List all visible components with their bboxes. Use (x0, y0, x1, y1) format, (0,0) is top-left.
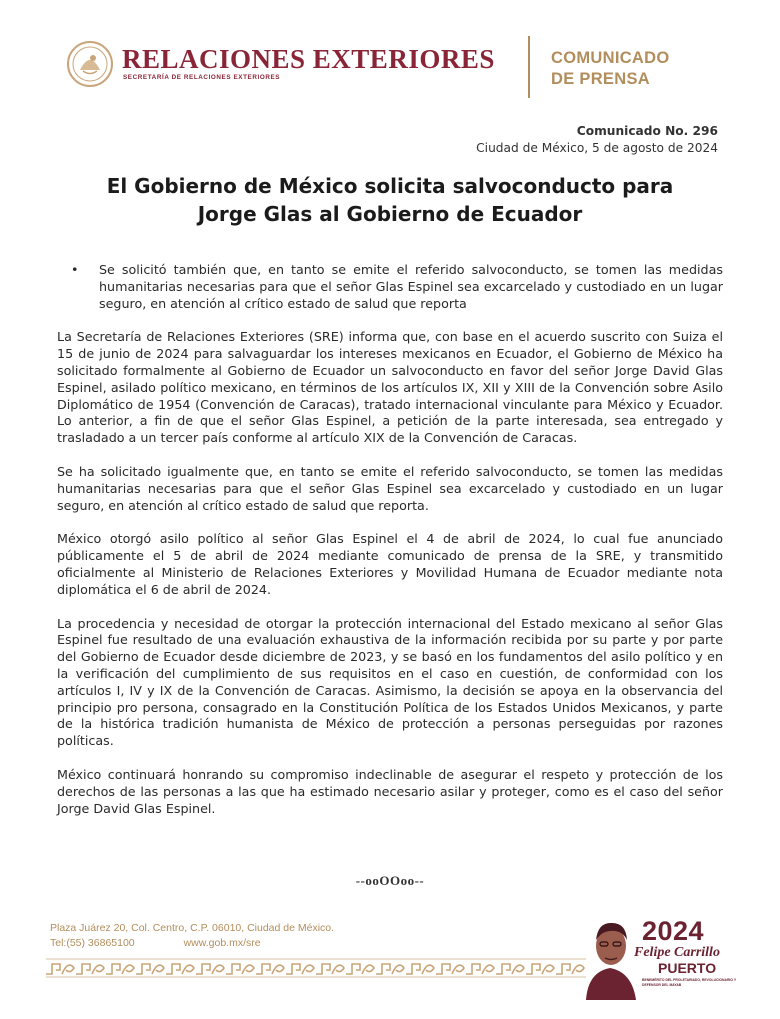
footer-website-link[interactable]: www.gob.mx/sre (183, 937, 261, 949)
header-divider (528, 36, 530, 98)
title-line-2: Jorge Glas al Gobierno de Ecuador (197, 202, 583, 226)
highlight-item: • Se solicitó también que, en tanto se emite el referido salvoconducto, se tomen las medidas humanitarias necesarias para que el señor Glas Espinel sea excarcelado y custodiado en un lugar seguro, en atención al crítico estado de salud que reporta (57, 262, 723, 312)
document-type-line2: DE PRENSA (551, 70, 650, 88)
national-seal-icon (66, 40, 114, 88)
footer-phone: Tel:(55) 36865100 (50, 937, 135, 949)
paragraph-5: México continuará honrando su compromiso indeclinable de asegurar el respeto y protección de los derechos de las personas a las que ha estimado necesario asilar y proteger, como es el caso del señor Jorge David Glas Espinel. (57, 766, 723, 816)
communique-meta (476, 123, 718, 157)
page-title (50, 172, 730, 228)
paragraph-2: Se ha solicitado igualmente que, en tanto se emite el referido salvoconducto, se tomen las medidas humanitarias necesarias para que el señor Glas Espinel sea excarcelado y custodiado en un lugar seguro, en atención al crítico estado de salud que reporta. (57, 463, 723, 513)
year-caption: BENEMÉRITO DEL PROLETARIADO, REVOLUCIONARIO Y DEFENSOR DEL MAYAB (642, 978, 737, 987)
year-commemoration-logo (578, 910, 748, 1000)
paragraph-3: México otorgó asilo político al señor Glas Espinel el 4 de abril de 2024, lo cual fue anunciado públicamente el 5 de abril de 2024 mediante comunicado de prensa de la SRE, y transmitido oficialmente al Ministerio de Relaciones Exteriores y Movilidad Humana de Ecuador mediante nota diplomática el 6 de abril de 2024. (57, 531, 723, 597)
communique-number: Comunicado No. 296 (576, 124, 718, 138)
place-date: Ciudad de México, 5 de agosto de 2024 (476, 141, 718, 155)
footer-address: Plaza Juárez 20, Col. Centro, C.P. 06010, Ciudad de México. (50, 922, 335, 934)
paragraph-1: La Secretaría de Relaciones Exteriores (SRE) informa que, con base en el acuerdo suscrito con Suiza el 15 de junio de 2024 para salvaguardar los intereses mexicanos en Ecuador, el Gobierno de México ha solicitado formalmente al Gobierno de Ecuador un salvoconducto en favor del señor Jorge David Glas Espinel, asilado político mexicano, en términos de los artículos IX, XII y XIII de la Convención sobre Asilo Diplomático de 1954 (Convención de Caracas), tratado internacional vinculante para México y Ecuador. Lo anterior, a fin de que el señor Glas Espinel, a petición de la parte interesada, sea entregado y trasladado a un tercer país conforme al artículo XIX de la Convención de Caracas. (57, 329, 723, 446)
title-line-1: El Gobierno de México solicita salvoconducto para (106, 174, 674, 198)
honoree-surname: PUERTO (658, 960, 717, 976)
closing-mark: --ooOOoo-- (355, 873, 425, 888)
document-type (551, 48, 670, 90)
decorative-border-band (46, 958, 586, 978)
honoree-name: Felipe Carrillo (634, 945, 720, 960)
portrait-icon (578, 910, 642, 1000)
institution-subtitle: SECRETARÍA DE RELACIONES EXTERIORES (123, 74, 281, 81)
letterhead (66, 40, 716, 96)
document-type-line1: COMUNICADO (551, 49, 670, 67)
footer-contact (50, 921, 334, 951)
institution-name: RELACIONES EXTERIORES (122, 44, 495, 74)
paragraph-4: La procedencia y necesidad de otorgar la protección internacional del Estado mexicano al señor Glas Espinel fue resultado de una evaluación exhaustiva de la información recibida por su parte y por parte del Gobierno de Ecuador desde diciembre de 2023, y se basó en los fundamentos del asilo político y en la verificación del cumplimiento de sus requisitos en el caso en cuestión, de conformidad con los artículos I, IV y IX de la Convención de Caracas. Asimismo, la decisión se apoya en la observancia del principio pro persona, consagrado en la Constitución Política de los Estados Unidos Mexicanos, y parte de la histórica tradición humanista de México de protección a personas perseguidas por razones políticas. (57, 615, 723, 749)
highlights-list (57, 262, 723, 312)
year-number: 2024 (642, 916, 705, 946)
document-body (57, 262, 723, 834)
